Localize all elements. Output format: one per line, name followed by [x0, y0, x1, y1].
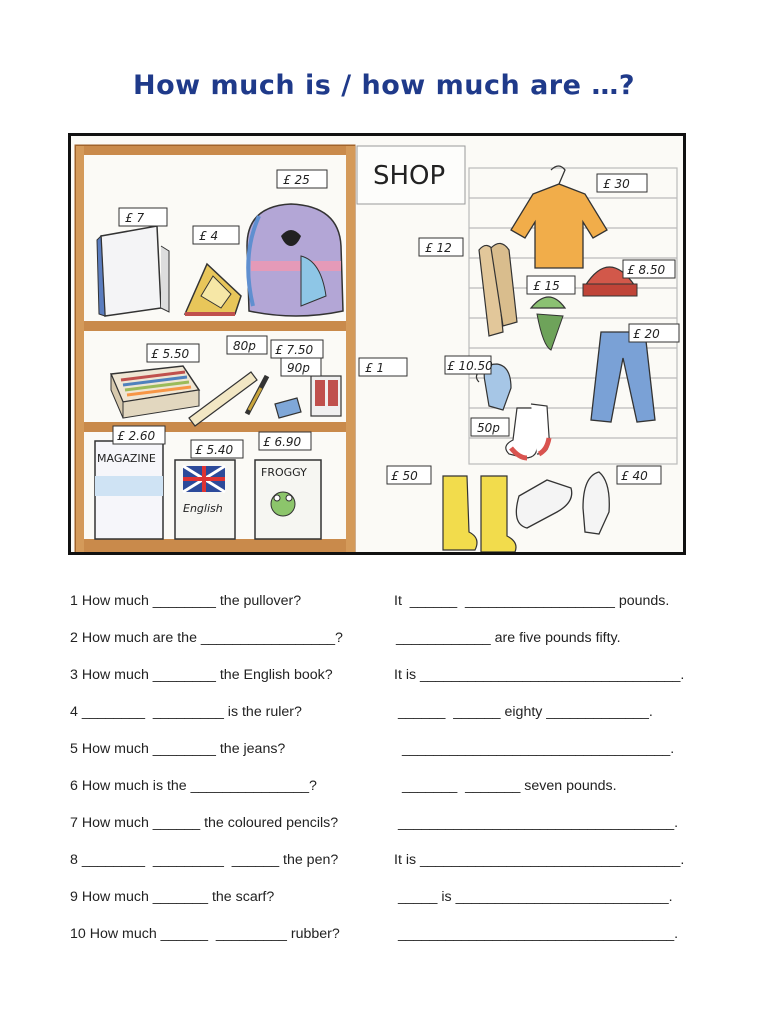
price-gloves: £ 10.50	[447, 359, 493, 373]
price-sharpener: £ 1	[365, 361, 385, 375]
question-10-left: 10 How much ______ _________ rubber?	[70, 926, 340, 942]
price-pencilcase: £ 4	[199, 229, 219, 243]
price-magazine: £ 2.60	[117, 429, 156, 443]
price-tag-pullover	[597, 174, 647, 192]
question-10-right: ___________________________________.	[398, 926, 679, 942]
price-scarf: £ 12	[425, 241, 452, 255]
question-1-right: It ______ ___________________ pounds.	[394, 593, 670, 609]
question-2-right: ____________ are five pounds fifty.	[396, 630, 621, 646]
price-tag-ruler	[227, 336, 267, 354]
price-tag-froggy	[259, 432, 311, 450]
price-tag-boots	[387, 466, 431, 484]
price-tag-book	[119, 208, 167, 226]
question-4-right: ______ ______ eighty _____________.	[398, 704, 653, 720]
price-tag-pen	[271, 340, 323, 358]
price-ruler: 80p	[233, 339, 256, 353]
price-pencils: £ 5.50	[151, 347, 190, 361]
sharpener-item	[311, 376, 341, 416]
price-englishbook: £ 5.40	[195, 443, 234, 457]
froggy-book-item	[255, 460, 321, 539]
price-hat: £ 8.50	[627, 263, 666, 277]
question-2-left: 2 How much are the _________________?	[70, 630, 343, 646]
price-jeans: £ 20	[633, 327, 660, 341]
price-pullover: £ 30	[603, 177, 630, 191]
price-tag-socks	[471, 418, 509, 436]
question-6-left: 6 How much is the _______________?	[70, 778, 317, 794]
price-tag-sharpener	[359, 358, 407, 376]
question-4-left: 4 ________ _________ is the ruler?	[70, 704, 302, 720]
price-tag-rubber	[281, 358, 321, 376]
shop-sign-text: SHOP	[373, 161, 446, 191]
price-socks: 50p	[477, 421, 500, 435]
question-8-right: It is _________________________________.	[394, 852, 685, 868]
question-5-left: 5 How much ________ the jeans?	[70, 741, 286, 757]
book-item	[97, 226, 169, 316]
shop-sign	[357, 146, 465, 204]
price-froggy: £ 6.90	[263, 435, 302, 449]
question-5-right: __________________________________.	[402, 741, 675, 757]
question-7-left: 7 How much ______ the coloured pencils?	[70, 815, 339, 831]
froggy-book-label: FROGGY	[261, 466, 307, 479]
price-boots: £ 50	[391, 469, 418, 483]
question-9-right: _____ is ___________________________.	[398, 889, 673, 905]
price-tag-englishbook	[191, 440, 243, 458]
question-3-right: It is _________________________________.	[394, 667, 685, 683]
question-8-left: 8 ________ _________ ______ the pen?	[70, 852, 339, 868]
question-7-right: ___________________________________.	[398, 815, 679, 831]
page-title: How much is / how much are …?	[133, 70, 635, 101]
price-cap: £ 15	[533, 279, 560, 293]
magazine-label: MAGAZINE	[97, 452, 156, 465]
price-rubber: 90p	[287, 361, 310, 375]
price-tag-hat	[623, 260, 675, 278]
shop-illustration	[68, 133, 686, 555]
question-9-left: 9 How much _______ the scarf?	[70, 889, 275, 905]
price-tag-trainers	[617, 466, 661, 484]
question-6-right: _______ _______ seven pounds.	[402, 778, 617, 794]
price-tag-scarf	[419, 238, 463, 256]
magazine-item	[95, 441, 163, 539]
price-tag-gloves	[445, 356, 493, 374]
price-book: £ 7	[125, 211, 145, 225]
english-book-item	[175, 460, 235, 539]
price-tag-pencils	[147, 344, 199, 362]
question-1-left: 1 How much ________ the pullover?	[70, 593, 302, 609]
price-trainers: £ 40	[621, 469, 648, 483]
backpack-item	[247, 204, 343, 316]
price-tag-jeans	[629, 324, 679, 342]
price-backpack: £ 25	[283, 173, 310, 187]
question-3-left: 3 How much ________ the English book?	[70, 667, 333, 683]
price-tag-cap	[527, 276, 575, 294]
price-tag-pencilcase	[193, 226, 239, 244]
price-tag-backpack	[277, 170, 327, 188]
price-pen: £ 7.50	[275, 343, 314, 357]
shop-drawing	[71, 136, 683, 552]
english-book-label: English	[183, 502, 223, 515]
price-tag-magazine	[113, 426, 165, 444]
